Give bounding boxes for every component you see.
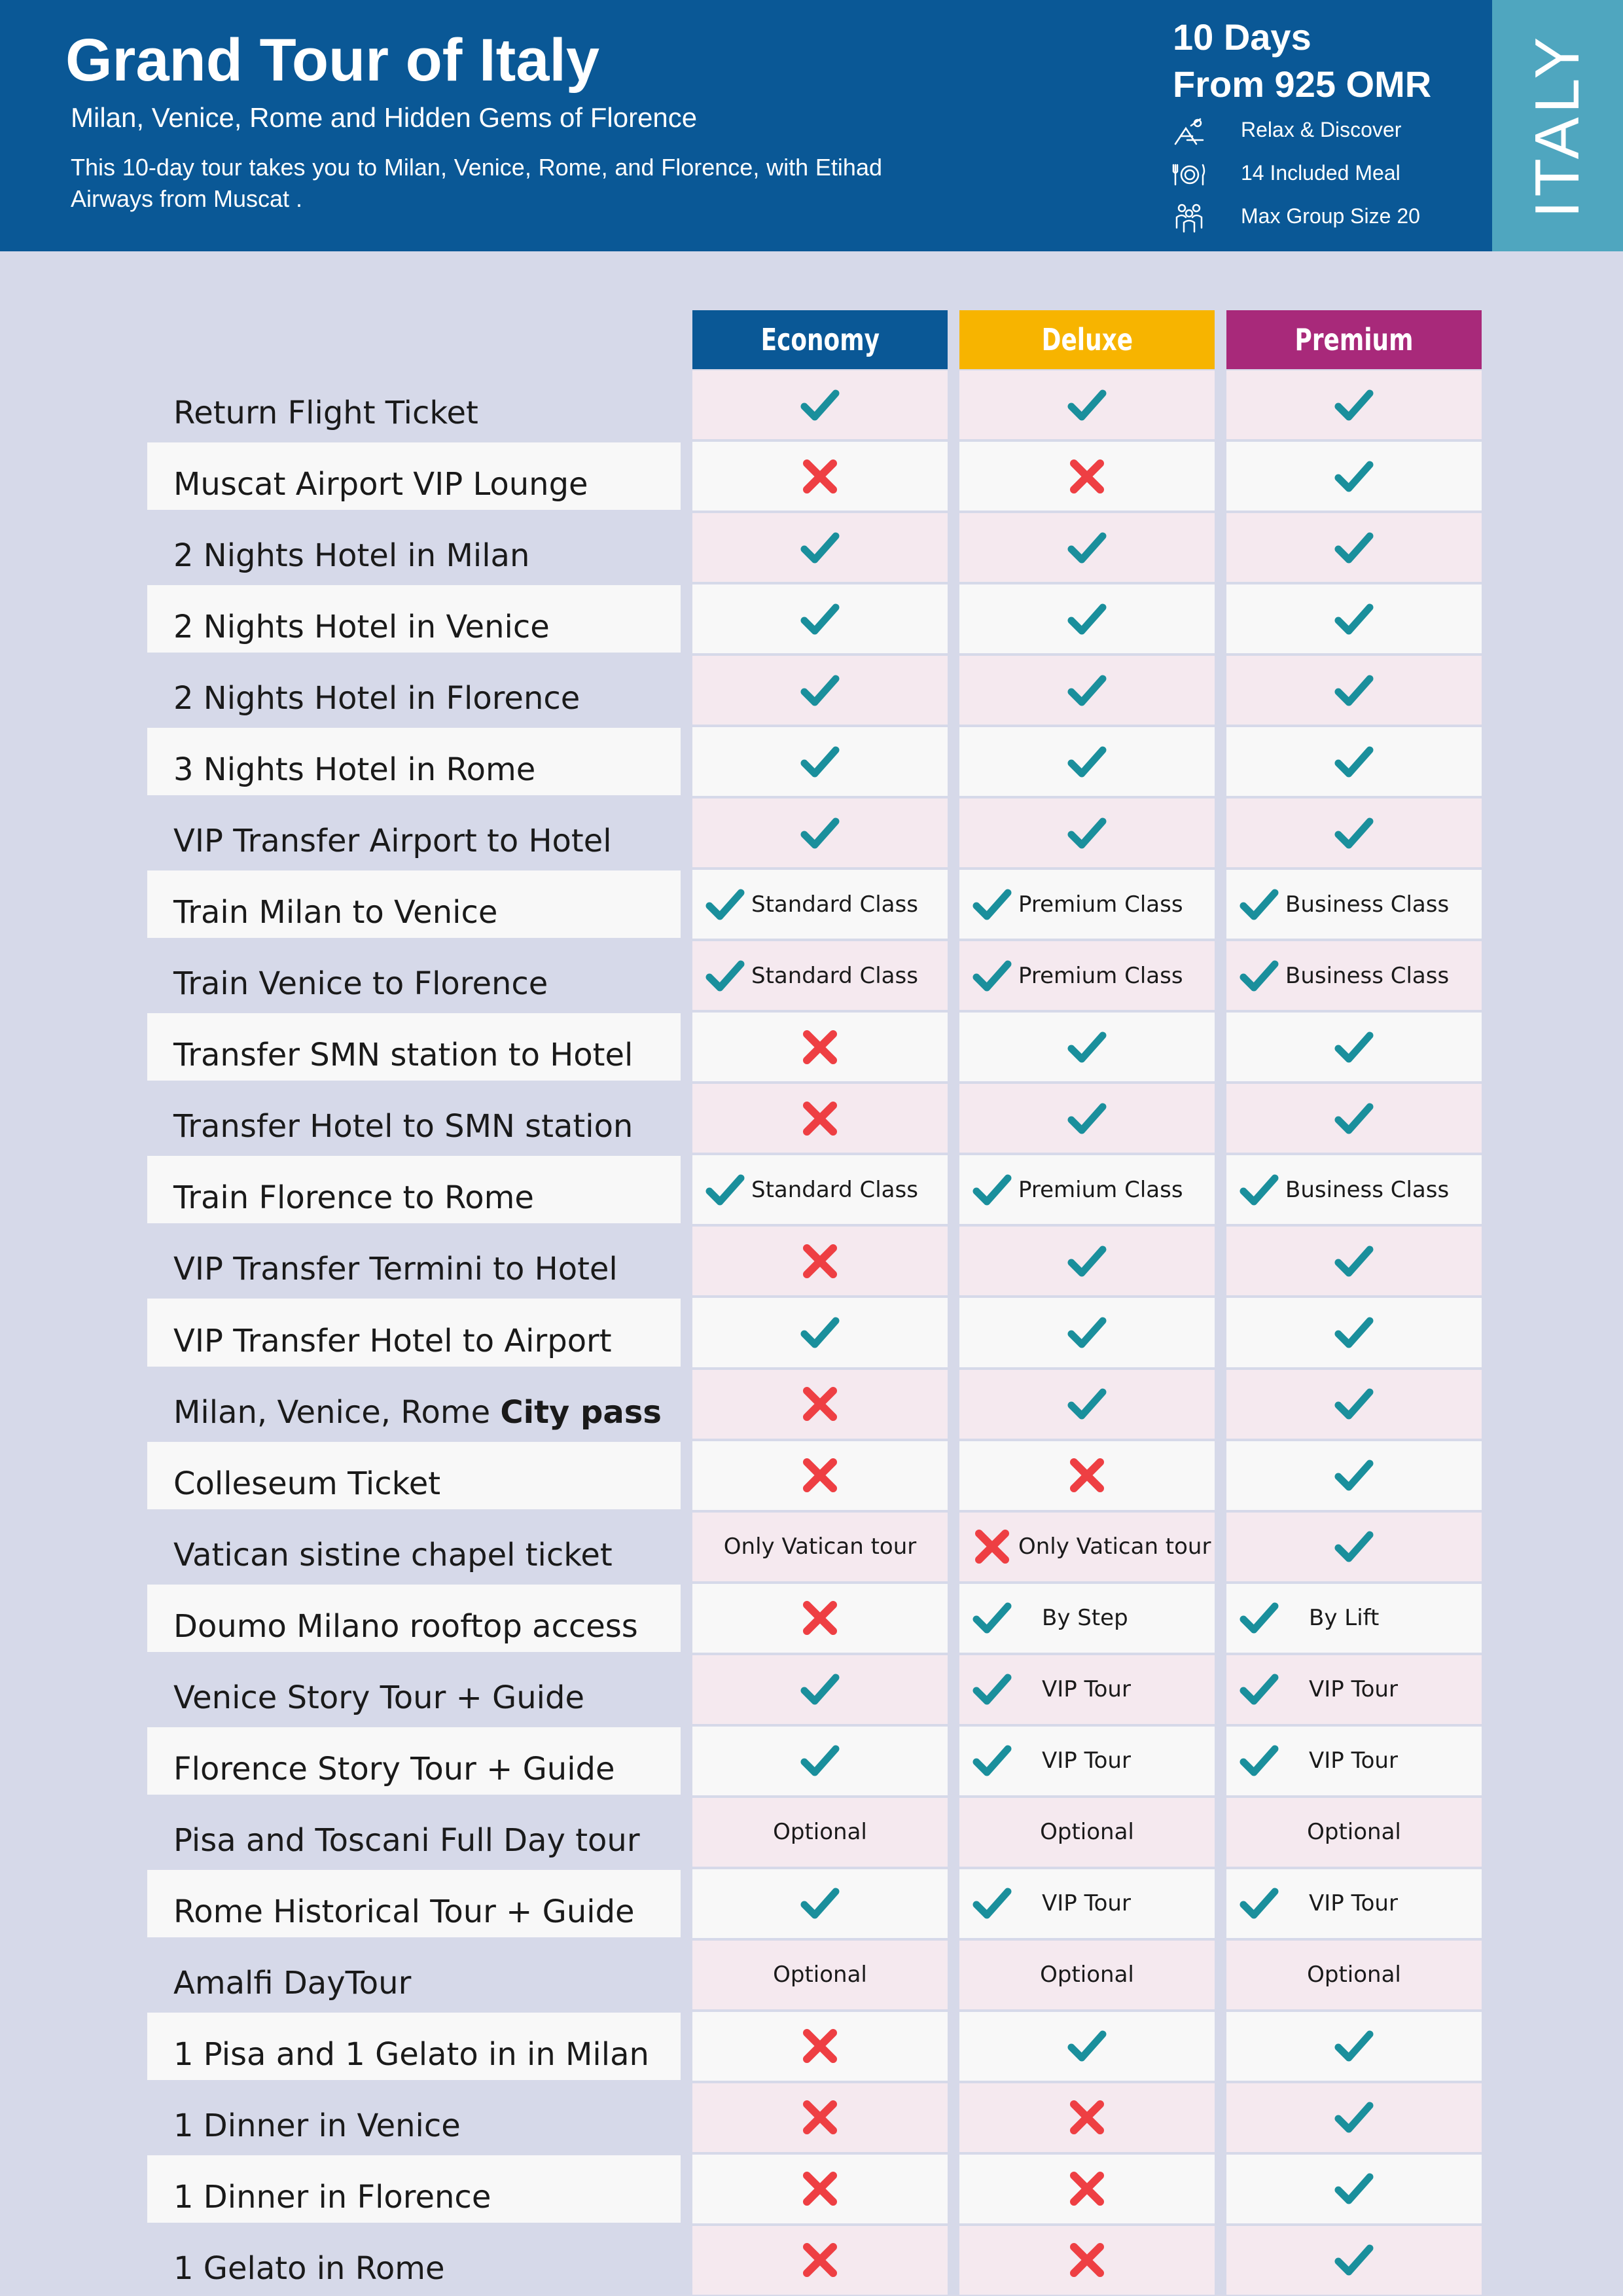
cell-economy <box>692 941 948 1010</box>
country-side-tab <box>1492 0 1623 251</box>
cell-deluxe <box>959 1869 1215 1938</box>
cross-icon <box>799 2168 841 2210</box>
row-label-text: 1 Dinner in Venice <box>173 2107 461 2144</box>
cell-text: VIP Tour <box>1309 1748 1398 1774</box>
table-row <box>0 1225 1623 1297</box>
cell-text: By Lift <box>1309 1605 1380 1632</box>
cell-premium <box>1226 442 1482 511</box>
row-label <box>173 1679 584 1716</box>
table-row <box>0 1297 1623 1368</box>
cell-premium <box>1226 1513 1482 1581</box>
feature-text: 14 Included Meal <box>1241 161 1400 185</box>
row-label-text: Colleseum Ticket <box>173 1465 441 1502</box>
row-label-text: 2 Nights Hotel in Florence <box>173 680 580 717</box>
check-icon <box>1333 2025 1375 2067</box>
check-icon <box>799 1668 841 1710</box>
check-icon <box>1333 456 1375 497</box>
cell-text: Standard Class <box>751 1176 918 1203</box>
row-label-text: Train Venice to Florence <box>173 965 548 1003</box>
table-row <box>0 1868 1623 1939</box>
cell-premium <box>1226 370 1482 439</box>
check-icon <box>1238 1740 1280 1782</box>
cross-icon <box>799 1240 841 1282</box>
row-label <box>173 395 478 431</box>
cell-text: By Step <box>1042 1605 1128 1632</box>
header-banner <box>0 0 1492 251</box>
cell-premium <box>1226 1584 1482 1653</box>
check-icon <box>971 884 1013 925</box>
cross-icon <box>1066 2239 1108 2281</box>
cell-premium <box>1226 941 1482 1010</box>
cell-economy <box>692 798 948 867</box>
table-row <box>0 583 1623 655</box>
cell-premium <box>1226 513 1482 582</box>
row-label <box>173 965 548 1002</box>
cell-deluxe <box>959 370 1215 439</box>
table-row <box>0 2225 1623 2296</box>
row-label-text: Pisa and Toscani Full Day tour <box>173 1821 640 1859</box>
cell-deluxe <box>959 2012 1215 2081</box>
table-row <box>0 869 1623 940</box>
check-icon <box>1238 1882 1280 1924</box>
check-icon <box>1333 1526 1375 1568</box>
cell-premium <box>1226 1727 1482 1795</box>
check-icon <box>1333 384 1375 426</box>
feature-text: Relax & Discover <box>1241 118 1402 141</box>
cell-deluxe <box>959 513 1215 582</box>
cell-premium <box>1226 1941 1482 2009</box>
check-icon <box>1333 1312 1375 1354</box>
column-header-label: Economy <box>760 322 880 357</box>
cell-premium <box>1226 1869 1482 1938</box>
cell-premium <box>1226 1655 1482 1724</box>
cell-premium <box>1226 727 1482 796</box>
cell-economy <box>692 1869 948 1938</box>
page-title: Grand Tour of Italy <box>65 27 600 94</box>
cell-text: Business Class <box>1285 1176 1450 1203</box>
cell-text: VIP Tour <box>1042 1748 1131 1774</box>
dining-plate-icon <box>1171 157 1207 192</box>
check-icon <box>1066 1383 1108 1425</box>
cross-icon <box>1066 2096 1108 2138</box>
cell-deluxe <box>959 1155 1215 1224</box>
row-label-text: Florence Story Tour + Guide <box>173 1750 615 1787</box>
table-row <box>0 1939 1623 2011</box>
cell-premium <box>1226 798 1482 867</box>
cell-deluxe <box>959 727 1215 796</box>
check-icon <box>1066 812 1108 854</box>
cell-premium <box>1226 2226 1482 2295</box>
cell-text: Premium Class <box>1018 962 1183 989</box>
cell-economy <box>692 584 948 653</box>
check-icon <box>971 1597 1013 1639</box>
cell-deluxe <box>959 442 1215 511</box>
cell-text: Standard Class <box>751 891 918 918</box>
row-label-text: Train Milan to Venice <box>173 894 498 931</box>
cell-deluxe <box>959 1584 1215 1653</box>
cell-text: VIP Tour <box>1042 1676 1131 1703</box>
cell-premium <box>1226 1370 1482 1439</box>
row-label <box>173 1537 613 1573</box>
check-icon <box>1066 2025 1108 2067</box>
cell-economy <box>692 513 948 582</box>
row-label <box>173 1179 534 1216</box>
table-row <box>0 1583 1623 1654</box>
cell-economy <box>692 2012 948 2081</box>
table-row <box>0 655 1623 726</box>
cell-deluxe <box>959 1798 1215 1867</box>
group-people-icon <box>1171 200 1207 236</box>
row-label-text: Return Flight Ticket <box>173 395 478 432</box>
tour-description: This 10-day tour takes you to Milan, Venice, Rome, and Florence, with Etihad Airways from Muscat . <box>71 154 882 212</box>
check-icon <box>704 955 746 997</box>
row-label <box>173 466 588 503</box>
row-label-text: Amalfi DayTour <box>173 1964 412 2001</box>
check-icon <box>1066 1098 1108 1139</box>
table-row <box>0 1440 1623 1511</box>
cell-text: Optional <box>773 1962 867 1988</box>
cell-economy <box>692 1441 948 1510</box>
cell-deluxe <box>959 870 1215 939</box>
beach-chair-icon <box>1171 114 1207 149</box>
cell-economy <box>692 1655 948 1724</box>
row-label-text: Milan, Venice, Rome <box>173 1393 501 1431</box>
cell-deluxe <box>959 656 1215 725</box>
table-row <box>0 1154 1623 1225</box>
table-row <box>0 1725 1623 1797</box>
cell-premium <box>1226 1155 1482 1224</box>
row-label <box>173 680 580 717</box>
table-row <box>0 1511 1623 1583</box>
row-label-text: Rome Historical Tour + Guide <box>173 1893 635 1930</box>
cell-premium <box>1226 1441 1482 1510</box>
cell-economy <box>692 1298 948 1367</box>
cell-deluxe <box>959 1513 1215 1581</box>
cell-deluxe <box>959 1441 1215 1510</box>
cell-text: VIP Tour <box>1309 1676 1398 1703</box>
cell-text: Optional <box>1307 1819 1401 1846</box>
cell-deluxe <box>959 798 1215 867</box>
row-label <box>173 894 497 931</box>
cross-icon <box>1066 1454 1108 1496</box>
cell-text: Business Class <box>1285 962 1450 989</box>
check-icon <box>799 741 841 783</box>
row-label <box>173 1893 635 1930</box>
cell-deluxe <box>959 1727 1215 1795</box>
column-header-deluxe <box>959 310 1215 369</box>
cell-economy <box>692 1798 948 1867</box>
row-label <box>173 2250 445 2287</box>
row-label <box>173 1751 615 1787</box>
country-label: ITALY <box>1522 33 1592 219</box>
check-icon <box>1333 741 1375 783</box>
cell-premium <box>1226 2083 1482 2152</box>
row-label <box>173 823 612 859</box>
check-icon <box>799 384 841 426</box>
cross-icon <box>799 1026 841 1068</box>
cell-economy <box>692 1513 948 1581</box>
check-icon <box>1333 2239 1375 2281</box>
check-icon <box>971 955 1013 997</box>
cross-icon <box>799 456 841 497</box>
row-label-text: VIP Transfer Hotel to Airport <box>173 1322 612 1359</box>
column-header-label: Deluxe <box>1041 322 1133 357</box>
column-header-label: Premium <box>1294 322 1414 357</box>
cell-premium <box>1226 1798 1482 1867</box>
row-label-text: Train Florence to Rome <box>173 1179 534 1217</box>
check-icon <box>799 1740 841 1782</box>
check-icon <box>799 598 841 640</box>
row-label-text: Transfer Hotel to SMN station <box>173 1108 633 1145</box>
check-icon <box>1238 1668 1280 1710</box>
row-label-text: Vatican sistine chapel ticket <box>173 1536 613 1573</box>
check-icon <box>799 670 841 711</box>
table-row <box>0 1654 1623 1725</box>
cell-deluxe <box>959 1013 1215 1081</box>
table-row <box>0 2082 1623 2153</box>
cross-icon <box>971 1526 1013 1568</box>
cell-deluxe <box>959 1298 1215 1367</box>
row-label-text: Muscat Airport VIP Lounge <box>173 466 588 503</box>
cell-text: Premium Class <box>1018 891 1183 918</box>
row-label <box>173 751 535 788</box>
cell-economy <box>692 870 948 939</box>
cross-icon <box>799 1454 841 1496</box>
table-row <box>0 797 1623 869</box>
cell-economy <box>692 1227 948 1295</box>
check-icon <box>1333 812 1375 854</box>
table-row <box>0 940 1623 1011</box>
cell-premium <box>1226 1013 1482 1081</box>
check-icon <box>1238 884 1280 925</box>
check-icon <box>1066 527 1108 569</box>
cell-economy <box>692 2226 948 2295</box>
cell-economy <box>692 370 948 439</box>
check-icon <box>971 1740 1013 1782</box>
cell-text: Optional <box>773 1819 867 1846</box>
cell-deluxe <box>959 1941 1215 2009</box>
page-subtitle: Milan, Venice, Rome and Hidden Gems of Florence <box>71 102 698 133</box>
check-icon <box>1066 384 1108 426</box>
row-label <box>173 609 550 645</box>
row-label-text: Doumo Milano rooftop access <box>173 1607 638 1645</box>
cell-premium <box>1226 2155 1482 2223</box>
check-icon <box>799 812 841 854</box>
check-icon <box>1238 955 1280 997</box>
check-icon <box>1238 1169 1280 1211</box>
cross-icon <box>1066 456 1108 497</box>
cell-deluxe <box>959 2226 1215 2295</box>
cell-deluxe <box>959 941 1215 1010</box>
check-icon <box>1066 1026 1108 1068</box>
check-icon <box>799 1882 841 1924</box>
cell-economy <box>692 1727 948 1795</box>
cell-text: Optional <box>1040 1962 1134 1988</box>
row-label-text: 3 Nights Hotel in Rome <box>173 751 536 789</box>
check-icon <box>799 1312 841 1354</box>
cell-text: Optional <box>1307 1962 1401 1988</box>
table-row <box>0 369 1623 440</box>
feature-text: Max Group Size 20 <box>1241 204 1420 228</box>
check-icon <box>1333 1383 1375 1425</box>
row-label-text: 2 Nights Hotel in Venice <box>173 609 550 646</box>
check-icon <box>1333 2096 1375 2138</box>
cell-premium <box>1226 2012 1482 2081</box>
check-icon <box>1333 1240 1375 1282</box>
cell-premium <box>1226 1084 1482 1153</box>
cell-deluxe <box>959 2083 1215 2152</box>
row-label <box>173 1108 633 1145</box>
row-label <box>173 1608 638 1645</box>
check-icon <box>799 527 841 569</box>
cell-deluxe <box>959 1227 1215 1295</box>
cell-deluxe <box>959 1370 1215 1439</box>
check-icon <box>971 1169 1013 1211</box>
cell-deluxe <box>959 584 1215 653</box>
row-label-text: 1 Gelato in Rome <box>173 2250 445 2287</box>
cell-premium <box>1226 584 1482 653</box>
row-label <box>173 1394 662 1431</box>
check-icon <box>1333 2168 1375 2210</box>
check-icon <box>1333 598 1375 640</box>
cell-economy <box>692 1013 948 1081</box>
check-icon <box>1333 527 1375 569</box>
cell-economy <box>692 1370 948 1439</box>
row-label-text: Transfer SMN station to Hotel <box>173 1037 633 1074</box>
row-label <box>173 1965 411 2001</box>
cell-premium <box>1226 1227 1482 1295</box>
column-header-premium <box>1226 310 1482 369</box>
row-label <box>173 1037 633 1073</box>
tour-price: From 925 OMR <box>1173 63 1432 105</box>
row-label <box>173 2036 649 2073</box>
cross-icon <box>799 1098 841 1139</box>
check-icon <box>1066 1240 1108 1282</box>
check-icon <box>1333 1098 1375 1139</box>
check-icon <box>1333 670 1375 711</box>
cell-economy <box>692 727 948 796</box>
cell-economy <box>692 2155 948 2223</box>
cell-economy <box>692 2083 948 2152</box>
cross-icon <box>799 1383 841 1425</box>
row-label <box>173 1822 640 1859</box>
cell-economy <box>692 1584 948 1653</box>
table-row <box>0 1797 1623 1868</box>
cell-premium <box>1226 870 1482 939</box>
row-label <box>173 1251 618 1287</box>
row-label-bold: City pass <box>500 1393 662 1431</box>
row-label-text: 1 Dinner in Florence <box>173 2178 491 2215</box>
tour-duration: 10 Days <box>1173 16 1311 58</box>
row-label-text: Venice Story Tour + Guide <box>173 1679 585 1716</box>
row-label-text: 1 Pisa and 1 Gelato in in Milan <box>173 2036 649 2073</box>
cell-deluxe <box>959 1084 1215 1153</box>
table-row <box>0 726 1623 797</box>
row-label <box>173 1323 612 1359</box>
cell-text: Only Vatican tour <box>723 1534 917 1560</box>
cell-economy <box>692 1084 948 1153</box>
cell-text: VIP Tour <box>1042 1890 1131 1917</box>
table-row <box>0 1083 1623 1154</box>
check-icon <box>971 1882 1013 1924</box>
cell-text: Only Vatican tour <box>1018 1534 1211 1560</box>
cell-premium <box>1226 656 1482 725</box>
check-icon <box>704 884 746 925</box>
check-icon <box>1066 1312 1108 1354</box>
cell-economy <box>692 442 948 511</box>
table-row <box>0 2153 1623 2225</box>
check-icon <box>971 1668 1013 1710</box>
cross-icon <box>799 2025 841 2067</box>
row-label <box>173 537 529 574</box>
row-label <box>173 1465 440 1502</box>
cell-text: Business Class <box>1285 891 1450 918</box>
check-icon <box>1066 670 1108 711</box>
cross-icon <box>799 2239 841 2281</box>
table-row <box>0 440 1623 512</box>
table-row <box>0 1369 1623 1440</box>
table-row <box>0 512 1623 583</box>
row-label <box>173 2108 461 2144</box>
cell-text: VIP Tour <box>1309 1890 1398 1917</box>
check-icon <box>704 1169 746 1211</box>
cell-text: Optional <box>1040 1819 1134 1846</box>
row-label-text: VIP Transfer Airport to Hotel <box>173 823 612 860</box>
check-icon <box>1333 1454 1375 1496</box>
check-icon <box>1066 598 1108 640</box>
cell-economy <box>692 656 948 725</box>
cell-deluxe <box>959 1655 1215 1724</box>
cell-economy <box>692 1155 948 1224</box>
cell-text: Standard Class <box>751 962 918 989</box>
check-icon <box>1066 741 1108 783</box>
cell-economy <box>692 1941 948 2009</box>
table-row <box>0 2011 1623 2082</box>
cell-premium <box>1226 1298 1482 1367</box>
cross-icon <box>1066 2168 1108 2210</box>
row-label <box>173 2179 491 2215</box>
check-icon <box>1238 1597 1280 1639</box>
table-row <box>0 1011 1623 1083</box>
cross-icon <box>799 1597 841 1639</box>
check-icon <box>1333 1026 1375 1068</box>
column-header-economy <box>692 310 948 369</box>
cell-text: Premium Class <box>1018 1176 1183 1203</box>
cross-icon <box>799 2096 841 2138</box>
row-label-text: 2 Nights Hotel in Milan <box>173 537 530 575</box>
row-label-text: VIP Transfer Termini to Hotel <box>173 1251 618 1288</box>
cell-deluxe <box>959 2155 1215 2223</box>
